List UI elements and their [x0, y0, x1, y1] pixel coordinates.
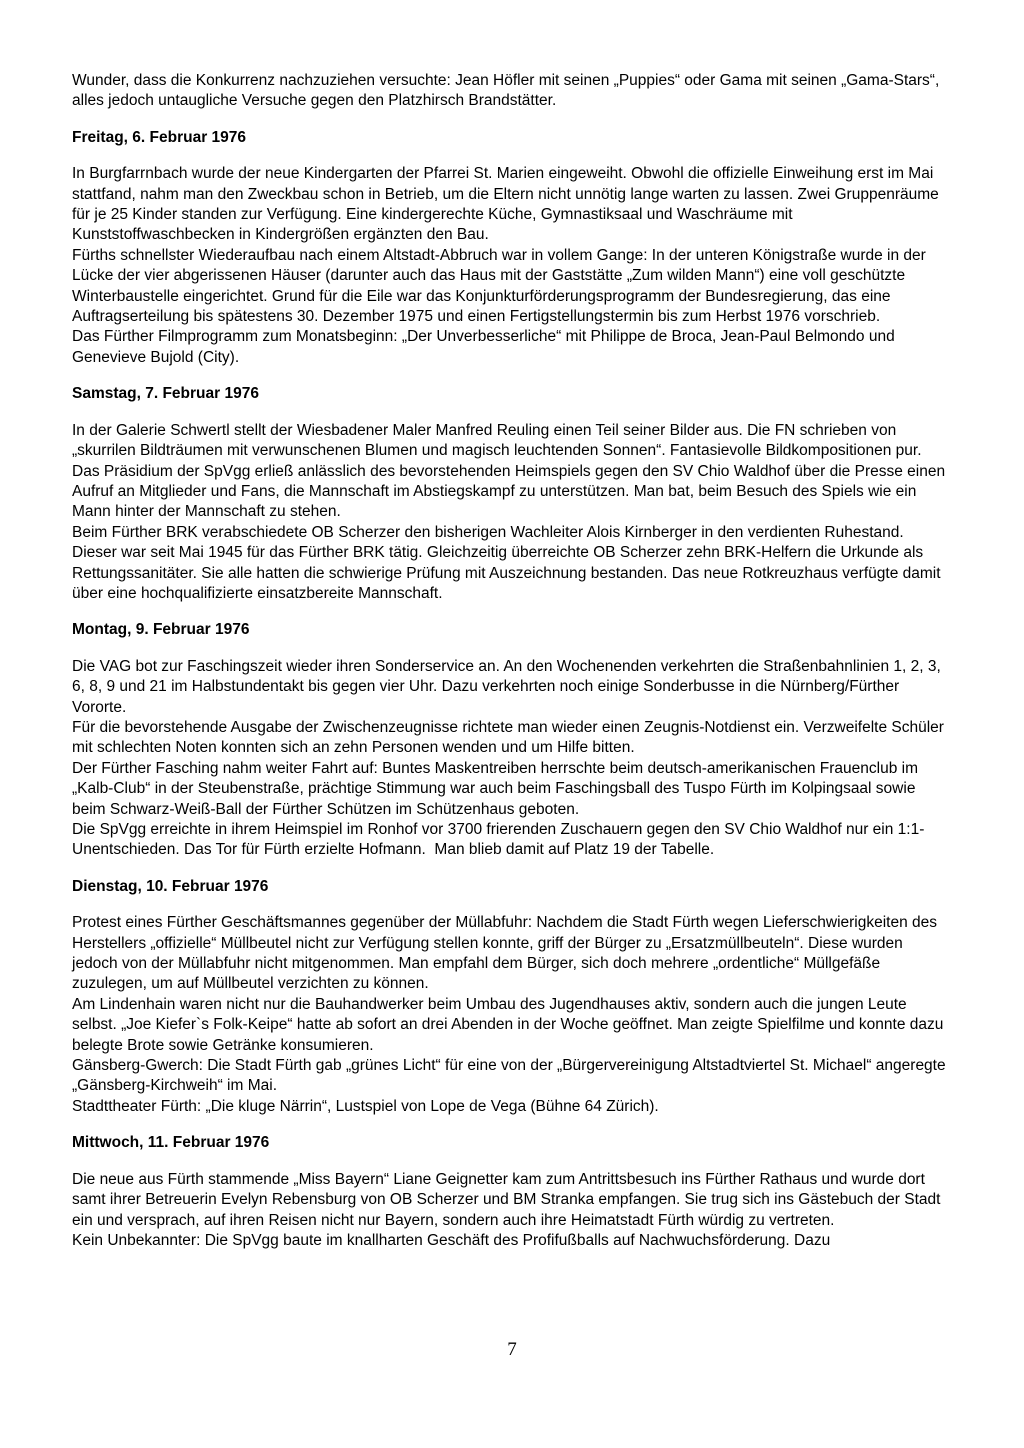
- paragraph: Die VAG bot zur Faschingszeit wieder ihren Sonderservice an. An den Wochenenden verkehrten die Straßenbahnlinien 1, 2, 3, 6, 8, 9 und 21 im Halbstundentakt bis gegen vier Uhr. Dazu verkehrten noch einige Sonderbusse in die Nürnberg/Fürther Vororte.: [72, 657, 941, 716]
- paragraph: In Burgfarrnbach wurde der neue Kindergarten der Pfarrei St. Marien eingeweiht. Obwohl die offizielle Einweihung erst im Mai stattfand, nahm man den Zweckbau schon in Betrieb, um die Eltern nicht unnötig lange warten zu lassen. Zwei Gruppenräume für je 25 Kinder standen zur Verfügung. Eine kindergerechte Küche, Gymnastiksaal und Waschräume mit Kunststoffwaschbecken in Kindergrößen ergänzten den Bau.: [72, 165, 939, 244]
- day-heading: Montag, 9. Februar 1976: [72, 621, 250, 639]
- day-heading: Freitag, 6. Februar 1976: [72, 128, 247, 146]
- paragraph: Gänsberg-Gwerch: Die Stadt Fürth gab „grünes Licht“ für eine von der „Bürgervereinigung Altstadtviertel St. Michael“ angeregte „Gänsberg-Kirchweih“ im Mai.: [72, 1057, 946, 1095]
- paragraph: Stadttheater Fürth: „Die kluge Närrin“, Lustspiel von Lope de Vega (Bühne 64 Zürich).: [72, 1097, 659, 1115]
- paragraph: Die SpVgg erreichte in ihrem Heimspiel im Ronhof vor 3700 frierenden Zuschauern gegen den SV Chio Waldhof nur ein 1:1-Unentschieden. Das Tor für Fürth erzielte Hofmann. Man blieb damit auf Platz 19 der Tabelle.: [72, 821, 925, 859]
- paragraph: Protest eines Fürther Geschäftsmannes gegenüber der Müllabfuhr: Nachdem die Stadt Fürth wegen Lieferschwierigkeiten des Herstellers „offizielle“ Müllbeutel nicht zur Verfügung stellen konnte, griff der Bürger zu „Ersatzmüllbeuteln“. Diese wurden jedoch von der Müllabfuhr nicht mitgenommen. Man empfahl dem Bürger, sich doch mehrere „ordentliche“ Müllgefäße zuzulegen, um auf Müllbeutel verzichten zu können.: [72, 914, 938, 993]
- paragraph: Das Fürther Filmprogramm zum Monatsbeginn: „Der Unverbesserliche“ mit Philippe de Broca, Jean-Paul Belmondo und Genevieve Bujold (City).: [72, 328, 895, 366]
- paragraph: Beim Fürther BRK verabschiedete OB Scherzer den bisherigen Wachleiter Alois Kirnberger in den verdienten Ruhestand. Dieser war seit Mai 1945 für das Fürther BRK tätig. Gleichzeitig überreichte OB Scherzer zehn BRK-Helfern die Urkunde als Rettungssanitäter. Sie alle hatten die schwierige Prüfung mit Auszeichnung bestanden. Das neue Rotkreuzhaus verfügte damit über eine hochqualifizierte einsatzbereite Mannschaft.: [72, 523, 941, 602]
- paragraph: Für die bevorstehende Ausgabe der Zwischenzeugnisse richtete man wieder einen Zeugnis-Notdienst ein. Verzweifelte Schüler mit schlechten Noten konnten sich an zehn Personen wenden und um Hilfe bitten.: [72, 718, 944, 757]
- day-heading: Samstag, 7. Februar 1976: [72, 385, 259, 403]
- paragraph: Der Fürther Fasching nahm weiter Fahrt auf: Buntes Maskentreiben herrschte beim deutsch-amerikanischen Frauenclub im „Kalb-Club“ in der Steubenstraße, prächtige Stimmung war auch beim Faschingsball des Tuspo Fürth im Kolpingsaal sowie beim Schwarz-Weiß-Ball der Fürther Schützen im Schützenhaus geboten.: [72, 759, 918, 818]
- paragraph: In der Galerie Schwertl stellt der Wiesbadener Maler Manfred Reuling einen Teil seiner Bilder aus. Die FN schrieben von „skurrilen Bildträumen mit verwunschenen Blumen und magisch leuchtenden Sonnen“. Fantasievolle Bildkompositionen pur.: [72, 421, 922, 460]
- paragraph: Fürths schnellster Wiederaufbau nach einem Altstadt-Abbruch war in vollem Gange: In der unteren Königstraße wurde in der Lücke der vier abgerissenen Häuser (darunter auch das Haus mit der Gaststätte „Zum wilden Mann“) eine voll geschützte Winterbaustelle eingerichtet. Grund für die Eile war das Konjunkturförderungsprogramm der Bundesregierung, das eine Auftragserteilung bis spätestens 30. Dezember 1975 und einen Fertigstellungstermin bis zum Herbst 1976 vorschrieb.: [72, 246, 926, 326]
- day-body: [72, 913, 948, 1117]
- paragraph: Die neue aus Fürth stammende „Miss Bayern“ Liane Geignetter kam zum Antrittsbesuch ins Fürther Rathaus und wurde dort samt ihrer Betreuerin Evelyn Rebensburg von OB Scherzer und BM Stranka empfangen. Sie trug sich ins Gästebuch der Stadt ein und versprach, auf ihren Reisen nicht nur Bayern, sondern auch ihre Heimatstadt Fürth würdig zu vertreten.: [72, 1170, 941, 1229]
- paragraph: Wunder, dass die Konkurrenz nachzuziehen versuchte: Jean Höfler mit seinen „Puppies“ oder Gama mit seinen „Gama-Stars“, alles jedoch untaugliche Versuche gegen den Platzhirsch Brandstätter.: [72, 72, 940, 110]
- document-content: [72, 71, 948, 1267]
- day-heading: Dienstag, 10. Februar 1976: [72, 877, 269, 895]
- paragraph: Das Präsidium der SpVgg erließ anlässlich des bevorstehenden Heimspiels gegen den SV Chio Waldhof über die Presse einen Aufruf an Mitglieder und Fans, die Mannschaft im Abstiegskampf zu unterstützen. Man bat, beim Besuch des Spiels wie ein Mann hinter der Mannschaft zu stehen.: [72, 462, 946, 521]
- day-body: [72, 164, 948, 368]
- day-heading: Mittwoch, 11. Februar 1976: [72, 1134, 270, 1152]
- day-body: [72, 1170, 948, 1252]
- day-body: [72, 657, 948, 861]
- paragraph: Kein Unbekannter: Die SpVgg baute im knallharten Geschäft des Profifußballs auf Nachwuchsförderung. Dazu: [72, 1231, 831, 1249]
- page-number: 7: [507, 1339, 517, 1360]
- paragraph: Am Lindenhain waren nicht nur die Bauhandwerker beim Umbau des Jugendhauses aktiv, sondern auch die jungen Leute selbst. „Joe Kiefer`s Folk-Keipe“ hatte ab sofort an drei Abenden in der Woche geöffnet. Man zeigte Spielfilme und konnte dazu belegte Brote sowie Getränke konsumieren.: [72, 995, 944, 1054]
- day-body: [72, 421, 948, 605]
